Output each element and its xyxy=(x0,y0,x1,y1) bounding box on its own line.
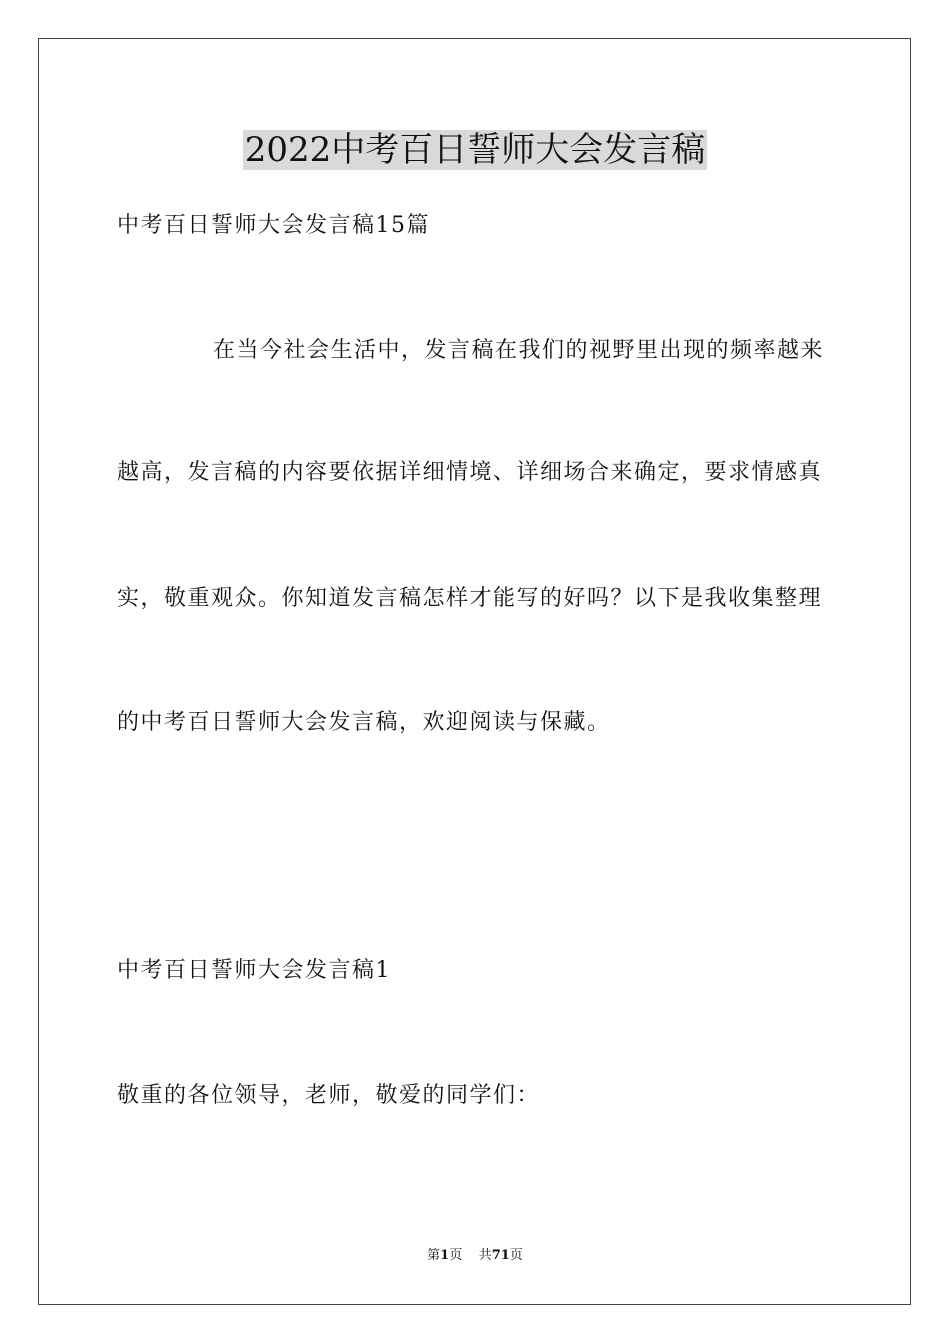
section-heading: 中考百日誓师大会发言稿1 xyxy=(117,958,391,983)
footer-total-prefix: 共 xyxy=(478,1248,492,1263)
footer-page-number: 1 xyxy=(440,1248,450,1263)
document-subtitle: 中考百日誓师大会发言稿15篇 xyxy=(117,213,430,238)
document-title xyxy=(0,126,950,174)
intro-line-4: 的中考百日誓师大会发言稿，欢迎阅读与保藏。 xyxy=(117,710,611,735)
document-title-text: 2022中考百日誓师大会发言稿 xyxy=(244,130,706,170)
footer-total-pages: 71 xyxy=(491,1248,510,1263)
intro-line-1: 在当今社会生活中，发言稿在我们的视野里出现的频率越来 xyxy=(213,338,825,363)
intro-line-3: 实，敬重观众。你知道发言稿怎样才能写的好吗？以下是我收集整理 xyxy=(117,586,823,611)
footer-total-suffix: 页 xyxy=(509,1248,523,1263)
footer-page-prefix: 第 xyxy=(427,1248,441,1263)
footer-page-suffix: 页 xyxy=(449,1248,463,1263)
salutation: 敬重的各位领导，老师，敬爱的同学们： xyxy=(117,1083,541,1108)
page-footer xyxy=(0,1247,950,1265)
intro-line-2: 越高，发言稿的内容要依据详细情境、详细场合来确定，要求情感真 xyxy=(117,460,823,485)
